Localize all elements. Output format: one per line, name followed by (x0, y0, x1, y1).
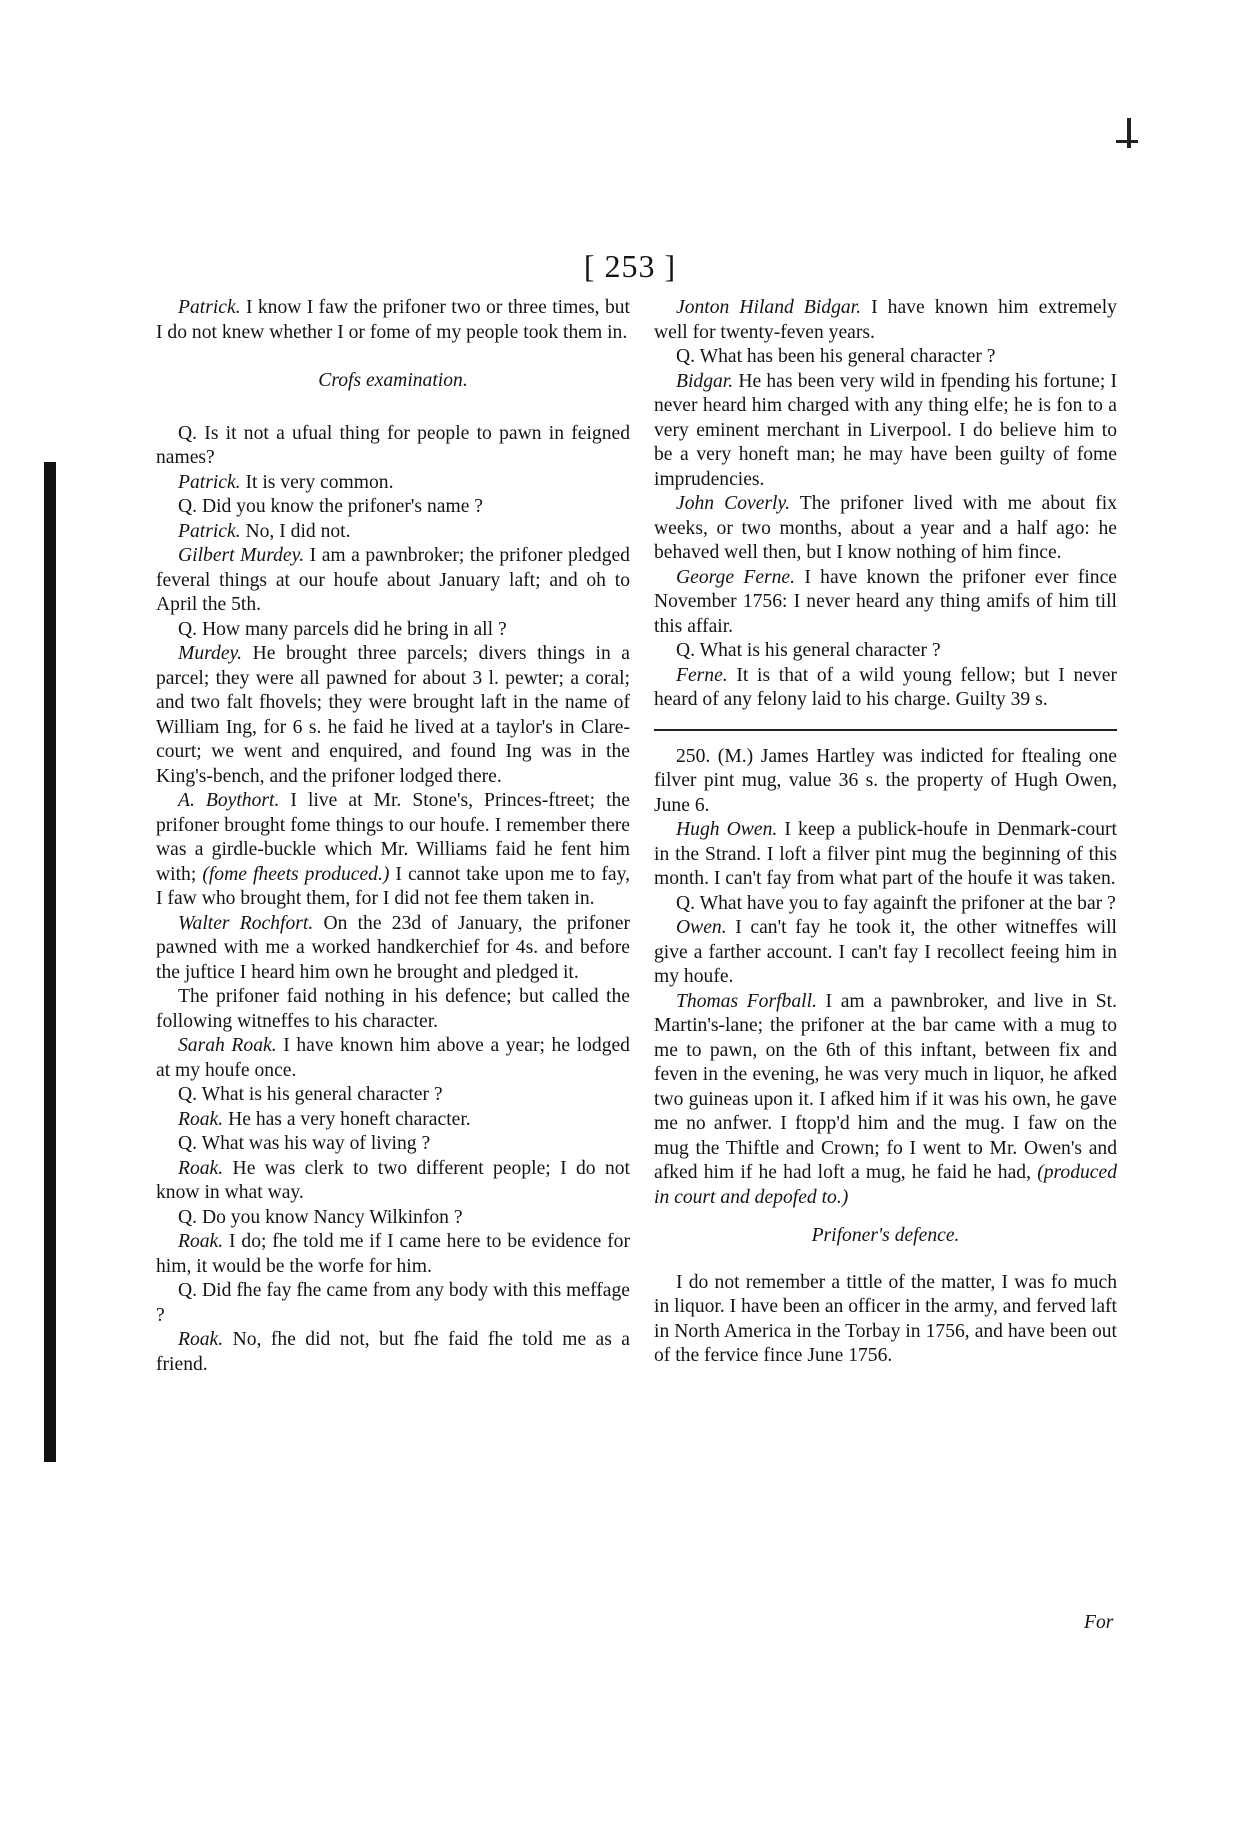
court-note: (fome fheets produced.) (202, 863, 390, 885)
testimony-paragraph: Thomas Forfball. I am a pawnbroker, and live in St. Martin's-lane; the prifoner at the bar came with a mug to me to pawn, on the 6th of this inftant, between fix and feven in the evening, he was very much in liquor, he afked two guineas upon it. I afked him if it was his own, he gave me no anfwer. I ftopp'd him and the mug. I faw on the mug the Thiftle and Crown; fo I went to Mr. Owen's and afked him if he had loft a mug, he faid he had, (produced in court and depofed to.) (654, 990, 1117, 1208)
page-number: [ 253 ] (583, 248, 677, 284)
testimony-paragraph: Gilbert Murdey. I am a pawnbroker; the prifoner pledged feveral things at our houfe about January laft; and oh to April the 5th. (156, 545, 630, 615)
speaker-name: Patrick. (178, 520, 241, 542)
ink-mark (1116, 140, 1138, 143)
speaker-name: Ferne. (676, 664, 728, 686)
ink-mark (1127, 118, 1131, 148)
indictment-paragraph: 250. (M.) James Hartley was indicted for ftealing one filver pint mug, value 36 s. the property of Hugh Owen, June 6. (654, 745, 1117, 816)
testimony-paragraph: Patrick. It is very common. (178, 471, 394, 493)
testimony-paragraph: A. Boythort. I live at Mr. Stone's, Princes-ftreet; the prifoner brought fome things to our houfe. I remember there was a girdle-buckle which Mr. Williams faid he fent him with; (fome fheets produced.) I cannot take upon me to fay, I faw who brought them, for I did not fee them taken in. (156, 790, 631, 909)
testimony-paragraph: Bidgar. He has been very wild in fpending his fortune; I never heard him charged with any thing elfe; he is fon to a very eminent merchant in Liverpool. I do believe him to be a very honeft man; he may have been guilty of fome imprudencies. (654, 370, 1117, 490)
left-column (156, 296, 630, 1377)
speaker-name: Patrick. (178, 297, 241, 318)
speaker-name: John Coverly. (676, 493, 791, 514)
testimony-paragraph: Roak. He has a very honeft character. (178, 1108, 471, 1130)
section-heading: Crofs examination. (318, 370, 468, 391)
speaker-name: Hugh Owen. (676, 819, 778, 840)
speaker-name: George Ferne. (676, 566, 796, 588)
testimony-paragraph: Ferne. It is that of a wild young fellow; but I never heard of any felony laid to his charge. Guilty 39 s. (654, 664, 1117, 710)
question: Q. Did you know the prifoner's name ? (178, 496, 483, 517)
speaker-name: Sarah Roak. (178, 1035, 277, 1056)
speaker-name: Gilbert Murdey. (178, 545, 305, 566)
question: Q. What has been his general character ? (676, 346, 996, 367)
question: Q. Is it not a ufual thing for people to pawn in feigned names? (156, 422, 630, 468)
section-heading: Prifoner's defence. (811, 1225, 960, 1246)
testimony-paragraph: Roak. I do; fhe told me if I came here to be evidence for him, it would be the worfe for him. (156, 1231, 630, 1277)
testimony-paragraph: Hugh Owen. I keep a publick-houfe in Denmark-court in the Strand. I loft a filver pint mug the beginning of this month. I can't fay from what part of the houfe it was taken. (654, 819, 1117, 889)
speaker-name: Owen. (676, 917, 727, 938)
question: Q. What is his general character ? (676, 640, 941, 661)
speaker-name: Roak. (178, 1231, 224, 1252)
testimony-paragraph: Patrick. No, I did not. (178, 520, 351, 542)
catchword: For (1084, 1612, 1114, 1633)
testimony-paragraph: Sarah Roak. I have known him above a year; he lodged at my houfe once. (156, 1035, 630, 1081)
question: Q. Do you know Nancy Wilkinfon ? (178, 1206, 463, 1228)
speaker-name: Roak. (178, 1157, 224, 1179)
testimony-paragraph: Patrick. I know I faw the prifoner two or three times, but I do not knew whether I or fome of my people took them in. (156, 297, 630, 343)
question: Q. What was his way of living ? (178, 1133, 431, 1154)
question: Q. What is his general character ? (178, 1084, 443, 1105)
speaker-name: Thomas Forfball. (676, 990, 817, 1012)
case-divider (654, 729, 1117, 731)
binding-shadow (44, 462, 56, 1462)
question: Q. What have you to fay againft the prifoner at the bar ? (676, 892, 1116, 914)
testimony-paragraph: Jonton Hiland Bidgar. I have known him extremely well for twenty-feven years. (654, 297, 1117, 343)
testimony-paragraph: George Ferne. I have known the prifoner ever fince November 1756: I never heard any thing amifs of him till this affair. (654, 566, 1117, 637)
narrative-paragraph: The prifoner faid nothing in his defence; but called the following witneffes to his character. (156, 986, 630, 1032)
question: Q. How many parcels did he bring in all ? (178, 618, 507, 640)
speaker-name: Roak. (178, 1108, 224, 1130)
speaker-name: Jonton Hiland Bidgar. (676, 297, 862, 318)
speaker-name: A. Boythort. (178, 790, 280, 811)
testimony-paragraph: Murdey. He brought three parcels; divers things in a parcel; they were all pawned for about 3 l. pewter; a coral; and two falt fhovels; they were brought laft in the name of William Ing, for 6 s. he faid he lived at a taylor's in Clare-court; we went and enquired, and found Ing was in the King's-bench, and the prifoner lodged there. (156, 643, 630, 787)
defence-paragraph: I do not remember a tittle of the matter, I was fo much in liquor. I have been an officer in the army, and ferved laft in North America in the Torbay in 1756, and have been out of the fervice fince June 1756. (654, 1271, 1117, 1366)
testimony-paragraph: Roak. He was clerk to two different people; I do not know in what way. (156, 1157, 630, 1203)
speaker-name: Patrick. (178, 471, 241, 493)
testimony-paragraph: Owen. I can't fay he took it, the other witneffes will give a farther account. I can't fay I recollect feeing him in my houfe. (654, 917, 1117, 987)
testimony-paragraph: Roak. No, fhe did not, but fhe faid fhe told me as a friend. (156, 1329, 630, 1375)
speaker-name: Bidgar. (676, 370, 734, 392)
speaker-name: Walter Rochfort. (178, 912, 314, 934)
speaker-name: Murdey. (178, 643, 243, 664)
right-column (654, 296, 1117, 1369)
court-note: (produced in court and depofed to.) (654, 1162, 1117, 1208)
question: Q. Did fhe fay fhe came from any body with this meffage ? (156, 1280, 630, 1326)
testimony-paragraph: Walter Rochfort. On the 23d of January, the prifoner pawned with me a worked handkerchief for 4s. and before the juftice I heard him own he brought and pledged it. (156, 912, 630, 983)
speaker-name: Roak. (178, 1329, 224, 1350)
testimony-paragraph: John Coverly. The prifoner lived with me about fix weeks, or two months, about a year and a half ago: he behaved well then, but I know nothing of him fince. (654, 493, 1118, 563)
